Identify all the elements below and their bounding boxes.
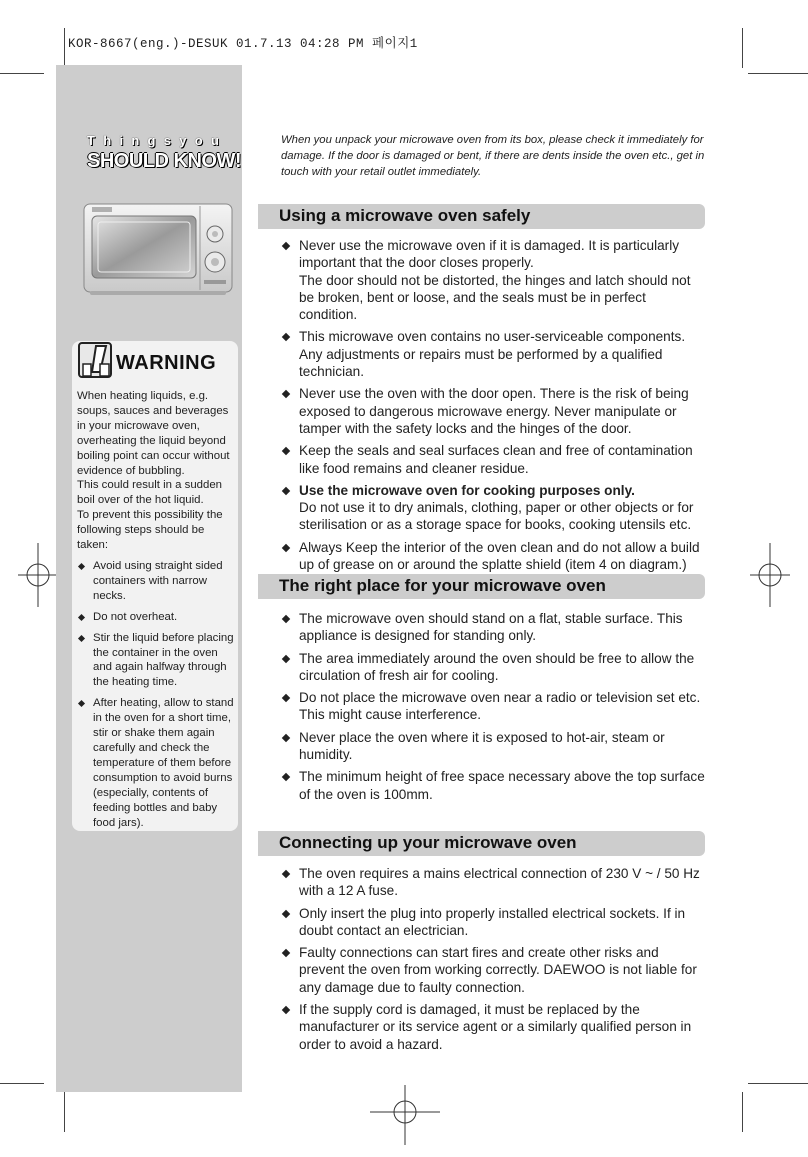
- list-item: Never place the oven where it is exposed to hot-air, steam or humidity.: [281, 729, 706, 764]
- list-item-text: Never use the oven with the door open. There is the risk of being exposed to dangerous microwave energy. Never manipulate or tamper with the safety locks and the hinges of the door.: [299, 386, 689, 436]
- list-item-text: Keep the seals and seal surfaces clean and free of contamination like food remains and cleaner residue.: [299, 443, 693, 476]
- crop-mark: [64, 28, 65, 68]
- warning-paragraph: To prevent this possibility the following steps should be taken:: [77, 509, 223, 552]
- crop-mark: [748, 1083, 808, 1084]
- crop-mark: [64, 1092, 65, 1132]
- list-item: Do not place the microwave oven near a radio or television set etc. This might cause interference.: [281, 689, 706, 724]
- warning-title: WARNING: [116, 352, 217, 374]
- list-item: If the supply cord is damaged, it must be replaced by the manufacturer or its service agent or a similarly qualified person in order to avoid a hazard.: [281, 1001, 706, 1053]
- list-item: The area immediately around the oven should be free to allow the circulation of fresh air for cooling.: [281, 650, 706, 685]
- things-you-letter: i: [119, 133, 124, 148]
- intro-text: When you unpack your microwave oven from its box, please check it immediately for damage. If the door is damaged or bent, if there are dents inside the oven etc., get in touch with your retail outlet immediately.: [281, 134, 705, 178]
- list-item: [281, 385, 706, 437]
- list-item: Faulty connections can start fires and create other risks and prevent the oven from working correctly. DAEWOO is not liable for any damage due to faulty connection.: [281, 944, 706, 996]
- things-you-letter: T: [87, 133, 95, 148]
- list-item: The microwave oven should stand on a flat, stable surface. This appliance is designed for standing only.: [281, 610, 706, 645]
- list-item-text: This microwave oven contains no user-serviceable components. Any adjustments or repairs must be performed by a qualified technician.: [299, 329, 686, 380]
- list-item: [281, 482, 706, 534]
- warning-text: [77, 389, 237, 553]
- should-know-heading: SHOULD KNOW!: [87, 150, 241, 172]
- list-item: Stir the liquid before placing the container in the oven and again halfway through the heating time.: [77, 631, 237, 691]
- list-item: The minimum height of free space necessary above the top surface of the oven is 100mm.: [281, 768, 706, 803]
- warning-paragraph: When heating liquids, e.g. soups, sauces and beverages in your microwave oven, overheating the liquid beyond boiling point can occur without evidence of bubbling.: [77, 390, 230, 477]
- list-item-text: Do not use it to dry animals, clothing, paper or other objects or for sterilisation or as a storage space for books, cooking utensils etc.: [299, 500, 694, 533]
- list-item-text: The door should not be distorted, the hinges and latch should not be broken, bent or loose, and the seals must be in perfect condition.: [299, 272, 691, 323]
- warning-steps-list: [77, 559, 237, 836]
- crop-mark: [0, 1083, 44, 1084]
- print-header: KOR-8667(eng.)-DESUK 01.7.13 04:28 PM 페이지1: [68, 37, 418, 51]
- warning-hand-icon: [78, 342, 114, 380]
- list-item: [281, 539, 706, 574]
- list-item: [281, 328, 706, 380]
- list-item-lead: Use the microwave oven for cooking purposes only.: [299, 482, 635, 498]
- section-title: Connecting up your microwave oven: [279, 833, 577, 852]
- microwave-oven-illustration: [80, 198, 236, 298]
- things-you-letter: g: [147, 133, 156, 148]
- crop-mark: [742, 28, 743, 68]
- registration-mark-icon: [16, 543, 60, 607]
- things-you-letter: h: [103, 133, 112, 148]
- warning-paragraph: This could result in a sudden boil over of the hot liquid.: [77, 479, 222, 507]
- things-you-heading: [87, 133, 219, 148]
- list-item: Do not overheat.: [77, 610, 237, 625]
- section-title: Using a microwave oven safely: [279, 206, 531, 225]
- section-title: The right place for your microwave oven: [279, 576, 606, 595]
- list-item: [281, 237, 706, 323]
- section-list: [281, 237, 706, 578]
- things-you-letter: s: [163, 133, 171, 148]
- list-item: Avoid using straight sided containers with narrow necks.: [77, 559, 237, 604]
- crop-mark: [748, 73, 808, 74]
- list-item-text: Always Keep the interior of the oven clean and do not allow a build up of grease on or around the splatte shield (item 4 on diagram.): [299, 539, 700, 573]
- list-item: Only insert the plug into properly installed electrical sockets. If in doubt contact an electrician.: [281, 905, 706, 940]
- list-item: After heating, allow to stand in the oven for a short time, stir or shake them again carefully and check the temperature of them before consumption to avoid burns (especially, contents of feeding bottles and baby food jars).: [77, 696, 237, 830]
- list-item-text: Never use the microwave oven if it is damaged. It is particularly important that the door closes properly.: [299, 238, 680, 271]
- crop-mark: [742, 1092, 743, 1132]
- things-you-letter: n: [131, 133, 140, 148]
- registration-mark-icon: [748, 543, 792, 607]
- things-you-letter: o: [194, 133, 203, 148]
- section-list: [281, 865, 706, 1058]
- list-item: [281, 442, 706, 477]
- list-item: The oven requires a mains electrical connection of 230 V ~ / 50 Hz with a 12 A fuse.: [281, 865, 706, 900]
- section-list: [281, 610, 706, 808]
- things-you-letter: u: [210, 133, 219, 148]
- registration-mark-icon: [370, 1085, 440, 1145]
- things-you-letter: y: [179, 133, 187, 148]
- crop-mark: [0, 73, 44, 74]
